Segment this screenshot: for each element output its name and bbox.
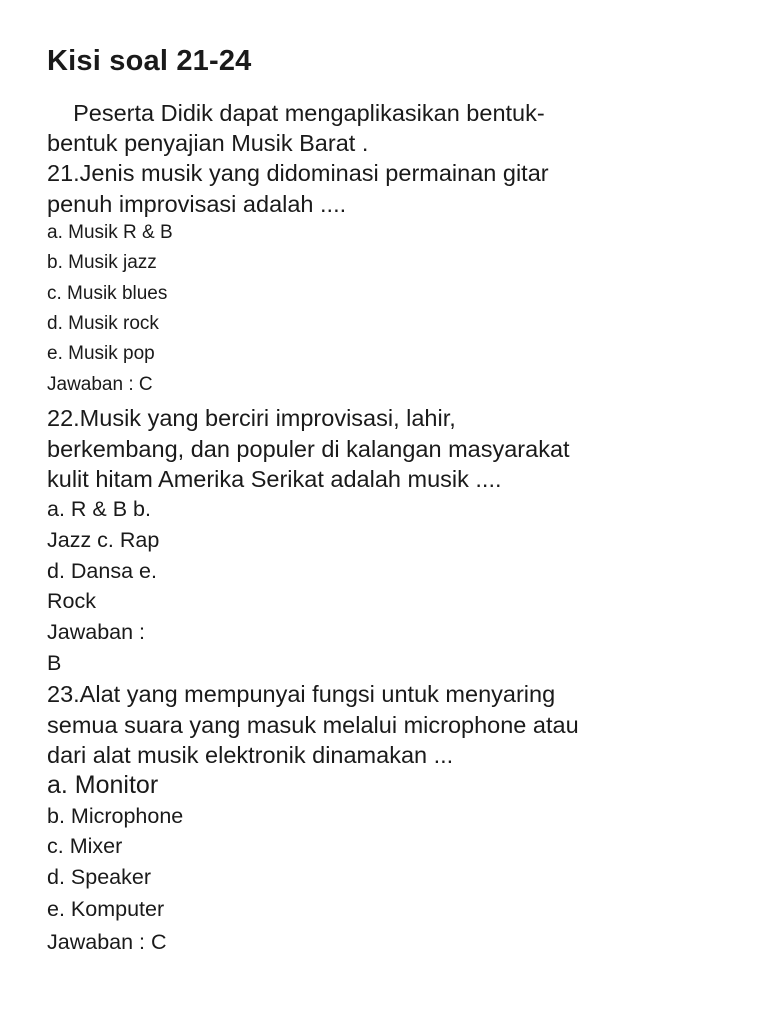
q22-question-line-1: 22.Musik yang berciri improvisasi, lahir, [47, 405, 456, 431]
q23-question-line-1: 23.Alat yang mempunyai fungsi untuk menyaring [47, 681, 556, 707]
q21-option-a: a. Musik R & B [47, 222, 173, 243]
q22-question-line-2: berkembang, dan populer di kalangan masyarakat [47, 436, 570, 462]
q21-option-c: c. Musik blues [47, 283, 168, 304]
q21-option-d: d. Musik rock [47, 313, 159, 334]
q21-option-e: e. Musik pop [47, 343, 155, 364]
q23-question-line-3: dari alat musik elektronik dinamakan ... [47, 742, 454, 768]
q21-question-line-1: 21.Jenis musik yang didominasi permainan gitar [47, 160, 549, 186]
q22-option-line-2: Jazz c. Rap [47, 528, 160, 552]
q23-question-line-2: semua suara yang masuk melalui microphone atau [47, 712, 579, 738]
q23-option-d: d. Speaker [47, 865, 151, 889]
q21-answer: Jawaban : C [47, 374, 153, 395]
q22-answer-label: Jawaban : [47, 620, 146, 644]
q22-option-line-4: Rock [47, 589, 96, 613]
q22-option-line-3: d. Dansa e. [47, 559, 157, 583]
page-title: Kisi soal 21-24 [47, 45, 252, 77]
q22-option-line-1: a. R & B b. [47, 497, 151, 521]
q23-option-e: e. Komputer [47, 897, 165, 921]
q21-option-b: b. Musik jazz [47, 252, 157, 273]
intro-line-1: Peserta Didik dapat mengaplikasikan bentuk- [47, 100, 545, 126]
q23-answer: Jawaban : C [47, 930, 167, 954]
q22-question-line-3: kulit hitam Amerika Serikat adalah musik .... [47, 466, 502, 492]
q23-option-b: b. Microphone [47, 804, 184, 828]
q21-question-line-2: penuh improvisasi adalah .... [47, 191, 347, 217]
q23-option-a: a. Monitor [47, 771, 159, 799]
q22-answer-value: B [47, 651, 62, 675]
q23-option-c: c. Mixer [47, 834, 123, 858]
intro-line-2: bentuk penyajian Musik Barat . [47, 130, 369, 156]
